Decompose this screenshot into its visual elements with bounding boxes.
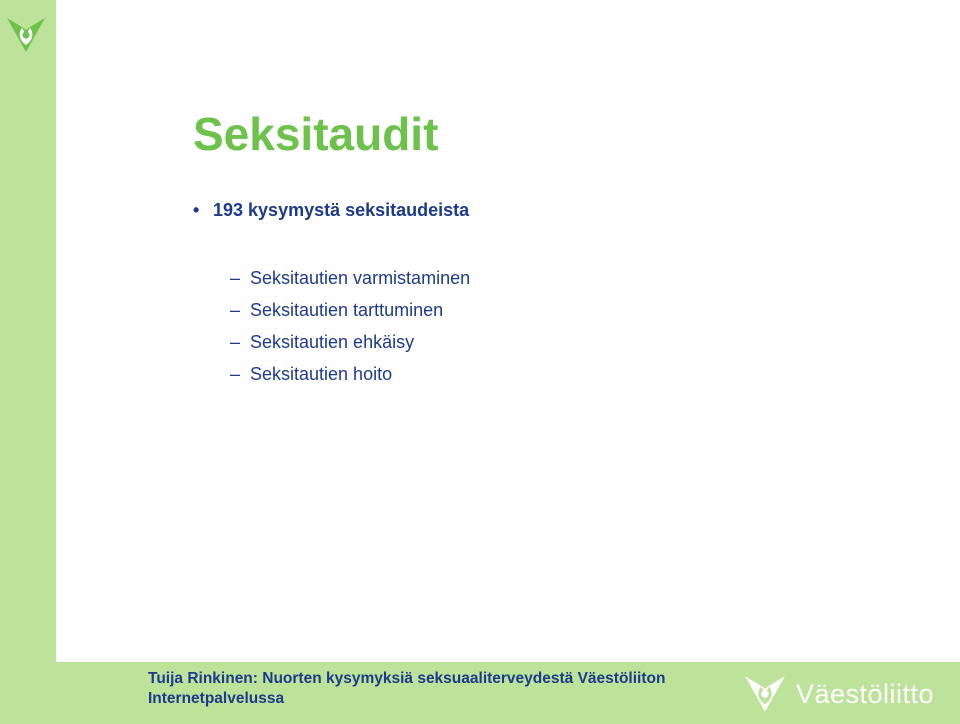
- sub-bullet-list: [230, 262, 470, 390]
- slide-title: Seksitaudit: [193, 108, 439, 160]
- sub-bullet-item: [230, 326, 470, 358]
- bullet-marker: •: [193, 200, 200, 220]
- left-sidebar-band: [0, 0, 56, 724]
- sub-bullet-text: Seksitautien hoito: [250, 364, 393, 384]
- sub-bullet-item: [230, 262, 470, 294]
- main-bullet-text: 193 kysymystä seksitaudeista: [213, 200, 470, 220]
- sub-bullet-text: Seksitautien tarttuminen: [250, 300, 444, 320]
- dash-marker: –: [230, 300, 241, 320]
- dash-marker: –: [230, 364, 241, 384]
- sub-bullet-text: Seksitautien ehkäisy: [250, 332, 415, 352]
- dash-marker: –: [230, 332, 241, 352]
- brand-name: Väestöliitto: [796, 678, 935, 709]
- sub-bullet-item: [230, 294, 470, 326]
- dash-marker: –: [230, 268, 241, 288]
- brand-logo: [742, 672, 934, 716]
- shield-leaf-icon: [4, 14, 48, 56]
- footer-citation: Tuija Rinkinen: Nuorten kysymyksiä seksuaaliterveydestä Väestöliiton Internetpalvelussa: [148, 670, 666, 707]
- shield-leaf-icon: [742, 672, 788, 716]
- main-bullet: [193, 198, 469, 222]
- sub-bullet-text: Seksitautien varmistaminen: [250, 268, 471, 288]
- sub-bullet-item: [230, 358, 470, 390]
